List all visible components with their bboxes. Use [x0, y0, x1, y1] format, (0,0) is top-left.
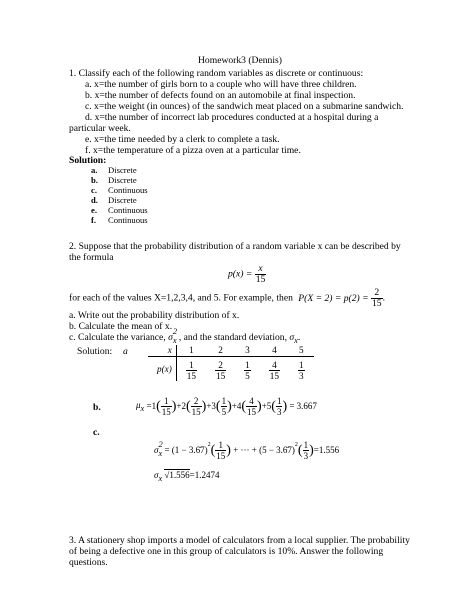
table-cell: $\frac{2}{15}$ [215, 360, 226, 381]
part-c-sigma2: σ 2 x [168, 327, 178, 345]
q2-formula [228, 264, 266, 285]
variance-symbol: σ 2 x [154, 440, 163, 458]
answer-value: Continuous [108, 215, 148, 225]
q2-b-label: b. [93, 402, 101, 413]
q1-prompt: 1. Classify each of the following random variables as discrete or continuous: [69, 68, 364, 79]
table-cell: 2 [206, 345, 235, 357]
q1-answer-row [91, 165, 148, 175]
answer-letter: a. [91, 165, 98, 175]
q1-item-d: d. x=the number of incorrect lab procedures conducted at a hospital during a [85, 112, 379, 123]
q1-item-a: a. x=the number of girls born to a couple who will have three children. [85, 79, 357, 90]
example-den: 15 [372, 298, 382, 309]
sigma2-symbol: σ [168, 332, 173, 343]
answer-letter: f. [91, 215, 97, 225]
part-c-text: c. Calculate the variance, [69, 332, 166, 343]
q2-part-b: b. Calculate the mean of x. [69, 321, 173, 332]
table-cell: 1 [176, 345, 206, 357]
table-cell: 3 [235, 345, 260, 357]
formula-lhs: p(x) = [228, 268, 253, 280]
q1-answer-list [91, 165, 148, 225]
q1-item-c: c. x=the weight (in ounces) of the sandwich meat placed on a submarine sandwich. [85, 101, 404, 112]
q1-answer-row [91, 205, 148, 215]
formula-num: x [255, 264, 267, 275]
q2-part-c [69, 327, 301, 346]
table-cell: $\frac{1}{15}$ [186, 360, 196, 381]
answer-letter: d. [91, 195, 98, 205]
answer-letter: e. [91, 205, 97, 215]
formula-den: 15 [255, 274, 266, 285]
probability-table [148, 345, 314, 381]
answer-value: Discrete [108, 165, 137, 175]
table-cell: 5 [289, 345, 314, 357]
q2-part-a: a. Write out the probability distribution of x. [69, 310, 240, 321]
q1-item-e: e. x=the time needed by a clerk to complete a task. [85, 134, 280, 145]
q3-line1: 3. A stationery shop imports a model of calculators from a local supplier. The probability [69, 535, 410, 546]
table-cell: $\frac{4}{15}$ [269, 360, 279, 381]
q2-c-sd [154, 470, 219, 484]
q1-item-d-cont: particular week. [69, 123, 131, 134]
sd-symbol: $\sigma_x$ [154, 470, 163, 483]
q2-solution-label: Solution: [77, 346, 113, 357]
page-title: Homework3 (Dennis) [198, 55, 282, 66]
q2-prompt-line2: the formula [69, 252, 114, 263]
answer-letter: c. [91, 185, 97, 195]
mu-symbol: $\mu_x$ [136, 399, 145, 413]
q2-solution-a: a [123, 346, 128, 357]
q3-line3: questions. [69, 557, 108, 568]
answer-value: Discrete [108, 175, 137, 185]
answer-value: Continuous [108, 205, 148, 215]
q2-c-variance: σ 2 x = (1 − 3.6̄7)$^2$( $\frac{1}{15}$ ) + ··· + (5 − 3.6̄7)$^2$( $\frac{1}{3}$ )=1.556 [154, 440, 340, 461]
answer-value: Discrete [108, 195, 137, 205]
part-c-end: . [297, 332, 301, 343]
q2-values-line [69, 288, 385, 309]
table-row-label: p(x) [148, 357, 176, 382]
answer-value: Continuous [108, 185, 148, 195]
q1-item-f: f. x=the temperature of a pizza oven at a particular time. [85, 145, 301, 156]
part-c-sigma: $\sigma_x$ [289, 332, 298, 345]
q1-solution-label: Solution: [69, 155, 107, 166]
sd-radical: √1.556 [164, 470, 190, 480]
example-fraction [371, 288, 383, 309]
table-cell: $\frac{1}{3}$ [298, 360, 304, 381]
q1-item-b: b. x=the number of defects found on an automobile at final inspection. [85, 90, 356, 101]
part-c-mid: , and the standard deviation, [178, 332, 287, 343]
table-cell: 4 [260, 345, 289, 357]
q2-b-equation: $\mu_x =1$( $\frac{1}{15}$ )+2( $\frac{2}{15}$ )+3( $\frac{1}{5}$ )+4( $\frac{4}{15}$ )+5( $\frac{1}{3}$ ) = 3.667 [136, 396, 317, 417]
q1-answer-row [91, 215, 148, 225]
variance-result: =1.556 [313, 445, 340, 455]
table-prob-row [148, 357, 314, 382]
example-num: 2 [371, 288, 383, 299]
values-text: for each of the values X=1,2,3,4, and 5. For example, then [69, 292, 293, 304]
q1-answer-row [91, 195, 148, 205]
q2-c-label: c. [93, 427, 100, 438]
q1-answer-row [91, 175, 148, 185]
table-cell: $\frac{1}{5}$ [245, 360, 250, 381]
example-end: . [382, 292, 385, 304]
example-expr: P(X = 2) = p(2) = [298, 292, 369, 304]
q3-line2: of being a defective one in this group of calculators is 10%. Answer the following [69, 546, 384, 557]
table-header-label: x [148, 345, 176, 357]
sigma-symbol: σ [289, 332, 295, 343]
answer-letter: b. [91, 175, 98, 185]
formula-fraction [255, 264, 267, 285]
b-result: = 3.667 [289, 401, 317, 411]
table-header-row [148, 345, 314, 357]
sd-result: =1.2474 [189, 470, 220, 480]
q1-answer-row [91, 185, 148, 195]
q2-prompt-line1: 2. Suppose that the probability distribution of a random variable x can be described by [69, 241, 401, 252]
